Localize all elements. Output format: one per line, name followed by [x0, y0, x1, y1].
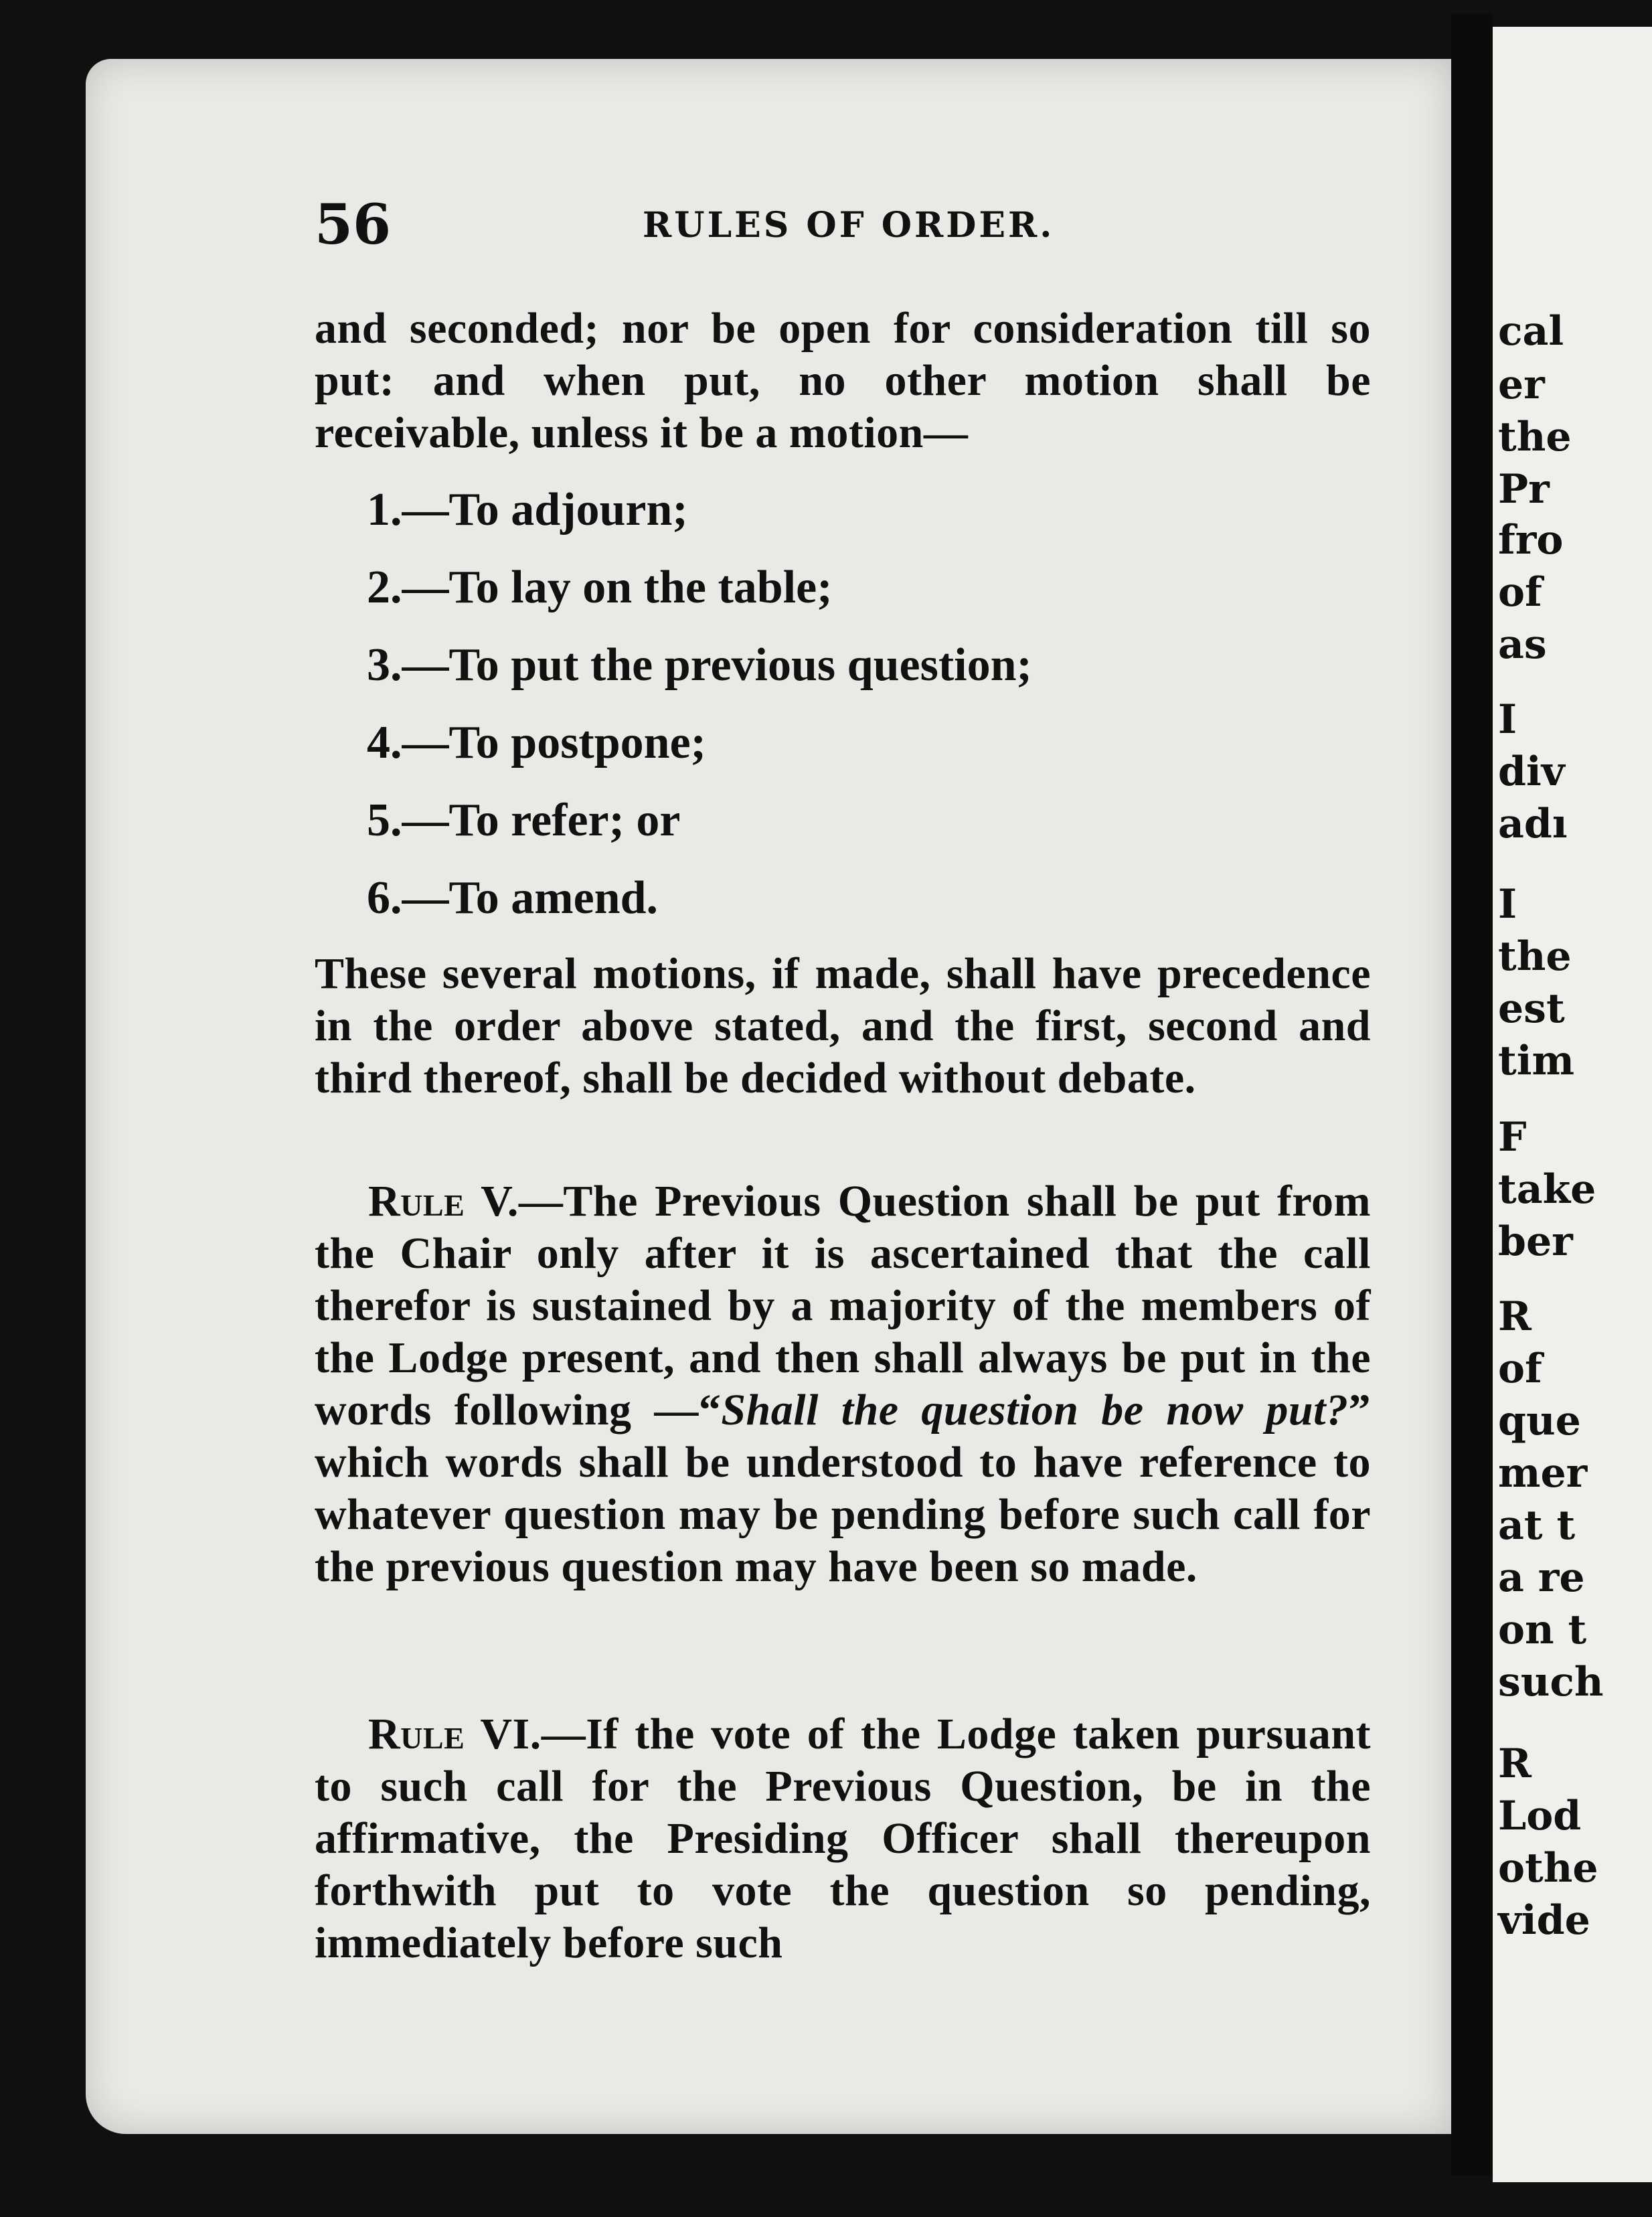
- facing-page-fragment: R: [1498, 1740, 1532, 1787]
- facing-page-fragment: at t: [1498, 1502, 1576, 1549]
- motion-item: 2.—To lay on the table;: [367, 562, 833, 613]
- facing-page-fragment: Pr: [1498, 466, 1550, 513]
- rule-v-text: —The Previous Question shall be put from the Chair only after it is ascertained that the call therefor is sustained by a majority of the members of the Lodge present, and then shall always be put in the words following —“: [315, 1177, 1371, 1434]
- motion-item: 1.—To adjourn;: [367, 484, 688, 536]
- facing-page-fragment: mer: [1498, 1450, 1588, 1497]
- facing-page-fragment: adı: [1498, 801, 1568, 847]
- page-header: [315, 193, 1371, 257]
- facing-page-fragment: the: [1498, 933, 1572, 980]
- facing-page-fragment: est: [1498, 985, 1565, 1032]
- facing-page-fragment: such: [1498, 1659, 1604, 1706]
- facing-page-fragment: R: [1498, 1293, 1532, 1340]
- rule-vi-label: Rule VI.: [368, 1710, 542, 1758]
- motion-item: 6.—To amend.: [367, 872, 659, 924]
- facing-page-fragment: F: [1498, 1114, 1527, 1161]
- facing-page-fragment: I: [1498, 881, 1517, 928]
- rule-v-quoted-question: Shall the question be now put?: [721, 1386, 1349, 1434]
- facing-page-fragment: ber: [1498, 1218, 1573, 1265]
- facing-page-fragment: tim: [1498, 1038, 1574, 1084]
- facing-page-fragment: Lod: [1498, 1793, 1582, 1839]
- facing-page-fragment: of: [1498, 569, 1542, 616]
- facing-page-fragment: I: [1498, 696, 1517, 743]
- motion-item: 3.—To put the previous question;: [367, 639, 1032, 691]
- page-gutter: [1451, 13, 1493, 2175]
- facing-page-fragment: que: [1498, 1398, 1581, 1445]
- facing-page-fragment: a re: [1498, 1554, 1585, 1601]
- facing-page: [1493, 27, 1652, 2182]
- motion-item: 5.—To refer; or: [367, 795, 681, 846]
- facing-page-fragment: as: [1498, 621, 1547, 668]
- rule-vi-paragraph: [315, 1708, 1371, 1969]
- facing-page-fragment: of: [1498, 1345, 1542, 1392]
- facing-page-fragment: the: [1498, 414, 1572, 461]
- precedence-paragraph: These several motions, if made, shall have precedence in the order above stated, and the first, second and third thereof, shall be decided without debate.: [315, 949, 1371, 1102]
- facing-page-fragment: othe: [1498, 1845, 1598, 1892]
- motion-item: 4.—To postpone;: [367, 717, 706, 768]
- rule-vi-text: —If the vote of the Lodge taken pursuant to such call for the Previous Question, be in the affirmative, the Presiding Officer shall thereupon forthwith put to vote the question so pending, immediately before such: [315, 1710, 1372, 1967]
- rule-v-paragraph: [315, 1175, 1371, 1593]
- facing-page-fragment: fro: [1498, 517, 1564, 564]
- facing-page-fragment: er: [1498, 361, 1545, 408]
- rule-v-text-end: ” which words shall be understood to have reference to whatever question may be pending before such call for the previous question may have been so made.: [315, 1386, 1371, 1591]
- rule-v-label: Rule V.: [368, 1177, 519, 1226]
- facing-page-fragment: on t: [1498, 1607, 1587, 1653]
- facing-page-fragment: cal: [1498, 308, 1564, 355]
- facing-page-fragment: take: [1498, 1166, 1596, 1213]
- intro-paragraph: and seconded; nor be open for consideration till so put: and when put, no other motion shall be receivable, unless it be a motion—: [315, 304, 1371, 457]
- running-head: RULES OF ORDER.: [643, 205, 1055, 246]
- page-number: 56: [315, 193, 392, 257]
- facing-page-fragment: vide: [1498, 1897, 1590, 1944]
- facing-page-fragment: div: [1498, 748, 1565, 795]
